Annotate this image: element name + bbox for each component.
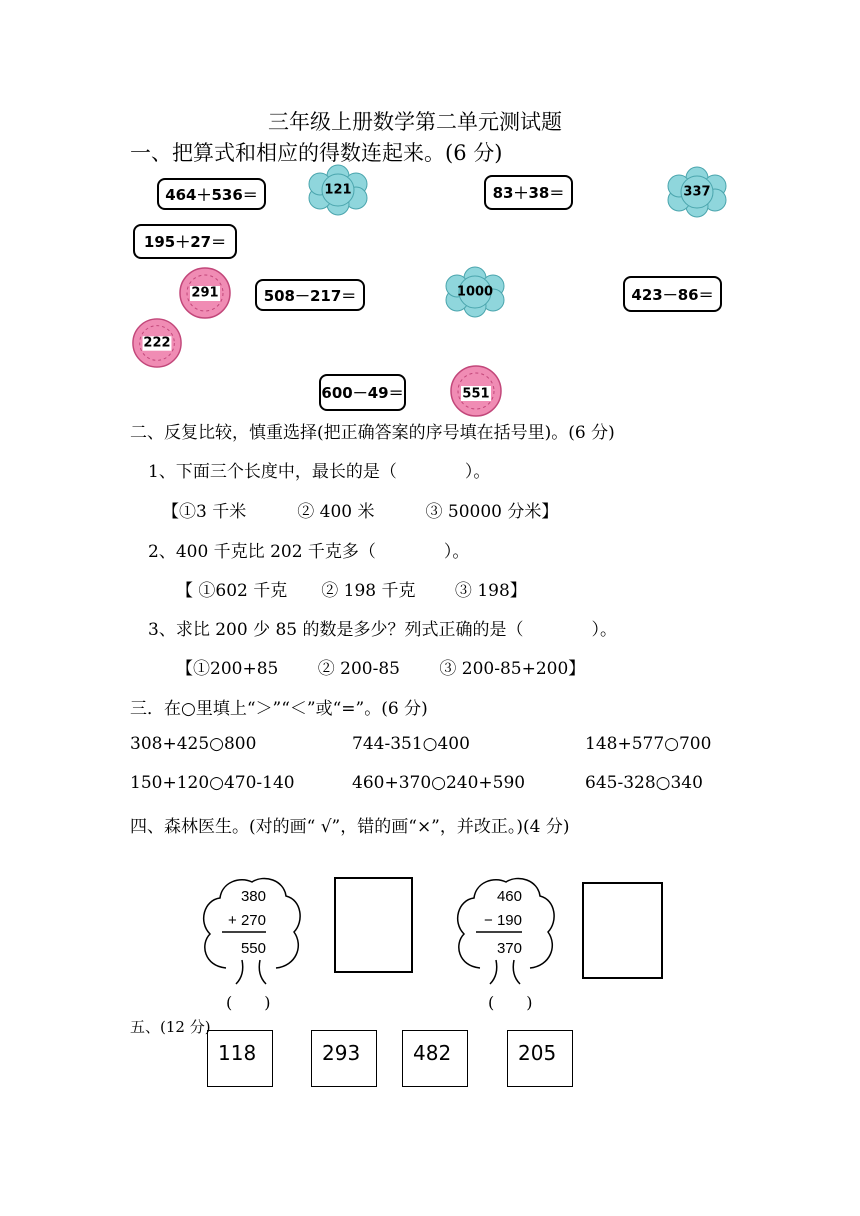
result-flower-pink: 291 bbox=[178, 266, 232, 320]
tree1-top: 380 bbox=[240, 888, 266, 905]
question-2: 2、400 千克比 202 千克多（ ）。 bbox=[148, 542, 470, 562]
tree1-answer-paren[interactable]: ( ) bbox=[226, 993, 271, 1012]
result-flower-blue: 121 bbox=[305, 164, 371, 216]
equation-box: 600－49＝ bbox=[319, 374, 406, 411]
equation-box: 195＋27＝ bbox=[133, 224, 237, 259]
correction-box[interactable] bbox=[582, 882, 663, 979]
compare-item: 150+120○470-140 bbox=[130, 773, 295, 793]
result-flower-pink: 551 bbox=[449, 364, 503, 418]
compare-item: 460+370○240+590 bbox=[352, 773, 526, 793]
equation-box: 423－86＝ bbox=[623, 276, 722, 312]
tree2-top: 460 bbox=[496, 888, 522, 905]
correction-box[interactable] bbox=[334, 877, 413, 973]
equation-box: 508－217＝ bbox=[255, 279, 365, 311]
section3-heading: 三．在○里填上“＞”“＜”或“=”。(6 分) bbox=[130, 699, 428, 719]
result-flower-blue: 337 bbox=[664, 166, 730, 218]
section4-heading: 四、森林医生。(对的画“ √”，错的画“×”，并改正。)(4 分) bbox=[130, 817, 570, 837]
tree1-operand: + 270 bbox=[228, 912, 266, 929]
number-box: 118 bbox=[207, 1030, 273, 1087]
equation-box: 83＋38＝ bbox=[484, 175, 573, 210]
compare-item: 744-351○400 bbox=[352, 734, 470, 754]
section2-heading: 二、反复比较，慎重选择(把正确答案的序号填在括号里)。(6 分) bbox=[130, 423, 615, 443]
compare-item: 148+577○700 bbox=[585, 734, 712, 754]
section5-heading: 五、(12 分) bbox=[130, 1018, 211, 1036]
result-flower-pink: 222 bbox=[131, 317, 183, 369]
number-box: 293 bbox=[311, 1030, 377, 1087]
question-1: 1、下面三个长度中，最长的是（ ）。 bbox=[148, 462, 491, 482]
tree1-result: 550 bbox=[240, 940, 266, 957]
compare-item: 645-328○340 bbox=[585, 773, 703, 793]
tree2-operand: − 190 bbox=[484, 912, 522, 929]
question-1-options: 【①3 千米 ② 400 米 ③ 50000 分米】 bbox=[162, 502, 559, 522]
equation-box: 464＋536＝ bbox=[157, 178, 266, 210]
section1-heading: 一、把算式和相应的得数连起来。(6 分) bbox=[130, 141, 503, 165]
compare-item: 308+425○800 bbox=[130, 734, 257, 754]
result-flower-blue: 1000 bbox=[442, 266, 508, 318]
question-3: 3、求比 200 少 85 的数是多少？列式正确的是（ ）。 bbox=[148, 620, 618, 640]
page-title: 三年级上册数学第二单元测试题 bbox=[268, 110, 562, 134]
number-box: 205 bbox=[507, 1030, 573, 1087]
tree2-result: 370 bbox=[496, 940, 522, 957]
question-3-options: 【①200+85 ② 200-85 ③ 200-85+200】 bbox=[176, 659, 586, 679]
tree2-answer-paren[interactable]: ( ) bbox=[488, 993, 533, 1012]
number-box: 482 bbox=[402, 1030, 468, 1087]
question-2-options: 【 ①602 千克 ② 198 千克 ③ 198】 bbox=[176, 581, 527, 601]
